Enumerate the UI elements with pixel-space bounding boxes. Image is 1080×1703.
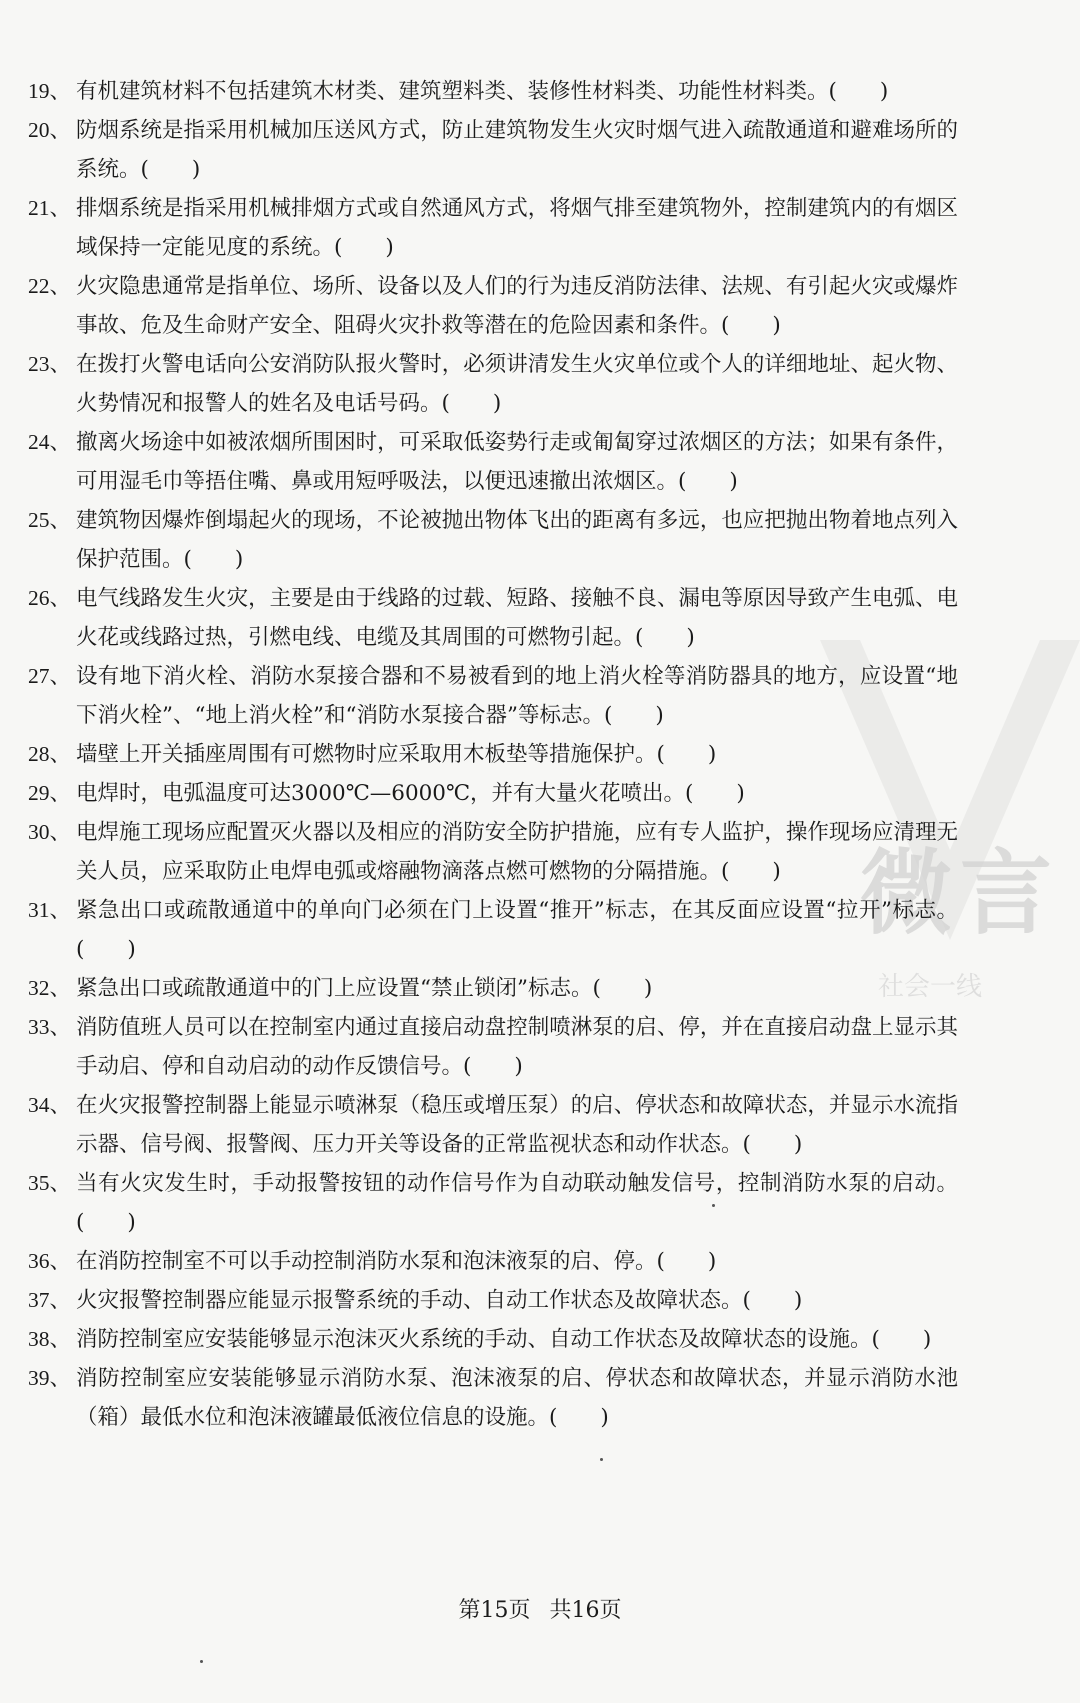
question-text: 紧急出口或疏散通道中的门上应设置“禁止锁闭”标志。( ) [76, 976, 653, 1001]
question-item [28, 501, 958, 579]
question-item [28, 657, 958, 735]
question-item [28, 1320, 958, 1359]
question-list [28, 72, 958, 1437]
scan-speck [712, 1204, 715, 1207]
scan-speck [200, 1660, 203, 1663]
question-text: 排烟系统是指采用机械排烟方式或自然通风方式，将烟气排至建筑物外，控制建筑内的有烟区域保持一定能见度的系统。( ) [76, 196, 958, 260]
question-text: 墙壁上开关插座周围有可燃物时应采取用木板垫等措施保护。( ) [76, 742, 717, 767]
question-text: 火灾隐患通常是指单位、场所、设备以及人们的行为违反消防法律、法规、有引起火灾或爆炸事故、危及生命财产安全、阻碍火灾扑救等潜在的危险因素和条件。( ) [76, 274, 958, 338]
question-number: 24、 [28, 430, 72, 454]
question-number: 37、 [28, 1288, 72, 1312]
question-text: 在拨打火警电话向公安消防队报火警时，必须讲清发生火灾单位或个人的详细地址、起火物、火势情况和报警人的姓名及电话号码。( ) [76, 352, 958, 416]
question-item [28, 735, 958, 774]
question-item [28, 579, 958, 657]
question-text: 当有火灾发生时，手动报警按钮的动作信号作为自动联动触发信号，控制消防水泵的启动。( ) [76, 1171, 958, 1235]
page-number: 第15页 [458, 1598, 531, 1623]
page-total: 共16页 [549, 1598, 622, 1623]
question-number: 19、 [28, 79, 72, 103]
question-item [28, 1359, 958, 1437]
question-item [28, 813, 958, 891]
question-item [28, 189, 958, 267]
question-number: 32、 [28, 976, 72, 1000]
question-item [28, 72, 958, 111]
page-footer [0, 1593, 1080, 1624]
question-text: 有机建筑材料不包括建筑木材类、建筑塑料类、装修性材料类、功能性材料类。( ) [76, 79, 889, 104]
question-text: 紧急出口或疏散通道中的单向门必须在门上设置“推开”标志，在其反面应设置“拉开”标志。( ) [76, 898, 958, 962]
question-text: 消防值班人员可以在控制室内通过直接启动盘控制喷淋泵的启、停，并在直接启动盘上显示其手动启、停和自动启动的动作反馈信号。( ) [76, 1015, 958, 1079]
question-number: 38、 [28, 1327, 72, 1351]
question-text: 火灾报警控制器应能显示报警系统的手动、自动工作状态及故障状态。( ) [76, 1288, 803, 1313]
question-number: 35、 [28, 1171, 72, 1195]
question-number: 34、 [28, 1093, 72, 1117]
question-item [28, 1164, 958, 1242]
question-text: 在消防控制室不可以手动控制消防水泵和泡沫液泵的启、停。( ) [76, 1249, 717, 1274]
watermark-subtext: 社会一线 [878, 972, 983, 1002]
question-text: 在火灾报警控制器上能显示喷淋泵（稳压或增压泵）的启、停状态和故障状态，并显示水流指示器、信号阀、报警阀、压力开关等设备的正常监视状态和动作状态。( ) [76, 1093, 958, 1157]
question-item [28, 1242, 958, 1281]
question-number: 25、 [28, 508, 72, 532]
question-number: 28、 [28, 742, 72, 766]
question-item [28, 111, 958, 189]
question-number: 29、 [28, 781, 72, 805]
question-number: 26、 [28, 586, 72, 610]
question-number: 27、 [28, 664, 72, 688]
question-text: 撤离火场途中如被浓烟所围困时，可采取低姿势行走或匍匐穿过浓烟区的方法；如果有条件，可用湿毛巾等捂住嘴、鼻或用短呼吸法，以便迅速撤出浓烟区。( ) [76, 430, 958, 494]
question-number: 36、 [28, 1249, 72, 1273]
question-item [28, 267, 958, 345]
question-number: 31、 [28, 898, 72, 922]
question-item [28, 1281, 958, 1320]
question-text: 消防控制室应安装能够显示消防水泵、泡沫液泵的启、停状态和故障状态，并显示消防水池（箱）最低水位和泡沫液罐最低液位信息的设施。( ) [76, 1366, 958, 1430]
question-text: 建筑物因爆炸倒塌起火的现场，不论被抛出物体飞出的距离有多远，也应把抛出物着地点列入保护范围。( ) [76, 508, 958, 572]
scan-speck [600, 1458, 603, 1461]
question-text: 消防控制室应安装能够显示泡沫灭火系统的手动、自动工作状态及故障状态的设施。( ) [76, 1327, 932, 1352]
question-text: 电气线路发生火灾，主要是由于线路的过载、短路、接触不良、漏电等原因导致产生电弧、电火花或线路过热，引燃电线、电缆及其周围的可燃物引起。( ) [76, 586, 958, 650]
watermark-text: 微言 [860, 840, 1061, 947]
question-number: 33、 [28, 1015, 72, 1039]
question-item [28, 1086, 958, 1164]
question-text: 电焊施工现场应配置灭火器以及相应的消防安全防护措施，应有专人监护，操作现场应清理无关人员，应采取防止电焊电弧或熔融物滴落点燃可燃物的分隔措施。( ) [76, 820, 958, 884]
question-number: 22、 [28, 274, 72, 298]
question-number: 39、 [28, 1366, 72, 1390]
question-text: 电焊时，电弧温度可达3000℃—6000℃，并有大量火花喷出。( ) [76, 781, 745, 806]
question-number: 23、 [28, 352, 72, 376]
question-item [28, 1008, 958, 1086]
question-number: 20、 [28, 118, 72, 142]
question-item [28, 969, 958, 1008]
question-number: 21、 [28, 196, 72, 220]
question-number: 30、 [28, 820, 72, 844]
question-text: 设有地下消火栓、消防水泵接合器和不易被看到的地上消火栓等消防器具的地方，应设置“地下消火栓”、“地上消火栓”和“消防水泵接合器”等标志。( ) [76, 664, 958, 728]
question-item [28, 423, 958, 501]
question-item [28, 891, 958, 969]
question-item [28, 774, 958, 813]
question-item [28, 345, 958, 423]
question-text: 防烟系统是指采用机械加压送风方式，防止建筑物发生火灾时烟气进入疏散通道和避难场所的系统。( ) [76, 118, 958, 182]
